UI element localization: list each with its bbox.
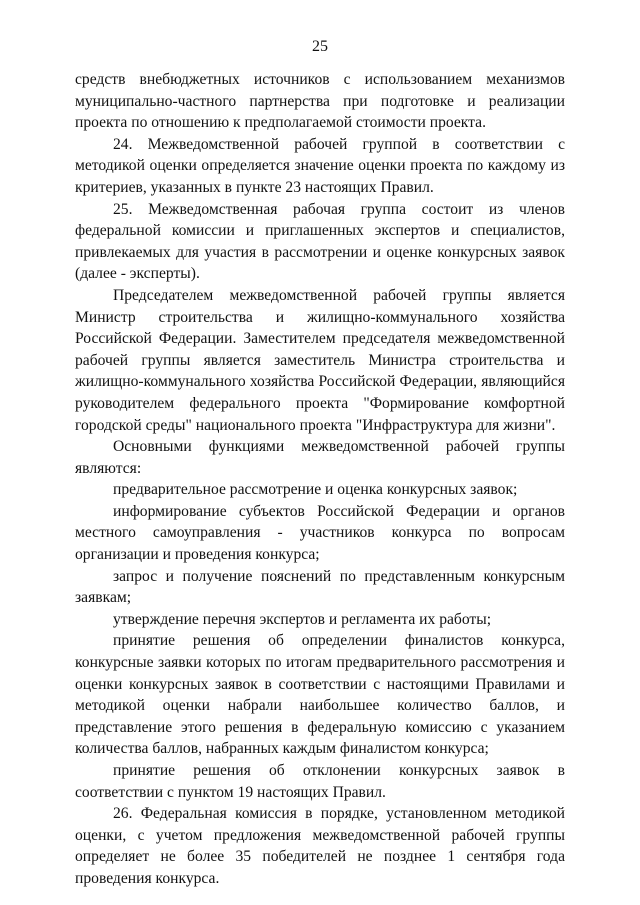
document-body <box>75 69 565 890</box>
function-list-item: запрос и получение пояснений по представленным конкурсным заявкам; <box>75 567 565 607</box>
paragraph-functions-intro: Основными функциями межведомственной рабочей группы являются: <box>75 438 565 477</box>
paragraph-continuation: средств внебюджетных источников с использованием механизмов муниципально-частного партнерства при подготовке и реализации проекта по отношению к предполагаемой стоимости проекта. <box>75 71 565 132</box>
paragraph-item-25: 25. Межведомственная рабочая группа состоит из членов федеральной комиссии и приглашенных экспертов и специалистов, привлекаемых для участия в рассмотрении и оценке конкурсных заявок (далее - эксперты). <box>75 200 565 283</box>
function-list-item: утверждение перечня экспертов и регламента их работы; <box>113 610 492 628</box>
paragraph-chairman: Председателем межведомственной рабочей группы является Министр строительства и жилищно-коммунального хозяйства Российской Федерации. Заместителем председателя межведомственной рабочей группы является заместитель Министра строительства и жилищно-коммунального хозяйства Российской Федерации, являющийся руководителем федерального проекта "Формирование комфортной городской среды" национального проекта "Инфраструктура для жизни". <box>75 286 565 434</box>
function-list-item: предварительное рассмотрение и оценка конкурсных заявок; <box>113 481 518 499</box>
function-list-item: принятие решения об определении финалистов конкурса, конкурсные заявки которых по итогам предварительного рассмотрения и оценки конкурсных заявок в соответствии с настоящими Правилами и методикой оценки набрали наибольшее количество баллов, и представление этого решения в федеральную комиссию с указанием количества баллов, набранных каждым финалистом конкурса; <box>75 632 565 758</box>
paragraph-item-24: 24. Межведомственной рабочей группой в соответствии с методикой оценки определяется значение оценки проекта по каждому из критериев, указанных в пункте 23 настоящих Правил. <box>75 135 565 196</box>
function-list-item: принятие решения об отклонении конкурсных заявок в соответствии с пунктом 19 настоящих Правил. <box>75 762 565 801</box>
paragraph-item-26: 26. Федеральная комиссия в порядке, установленном методикой оценки, с учетом предложения межведомственной рабочей группы определяет не более 35 победителей не позднее 1 сентября года проведения конкурса. <box>75 805 565 887</box>
page-number: 25 <box>312 38 328 55</box>
function-list-item: информирование субъектов Российской Федерации и органов местного самоуправления - участников конкурса по вопросам организации и проведения конкурса; <box>75 502 565 564</box>
